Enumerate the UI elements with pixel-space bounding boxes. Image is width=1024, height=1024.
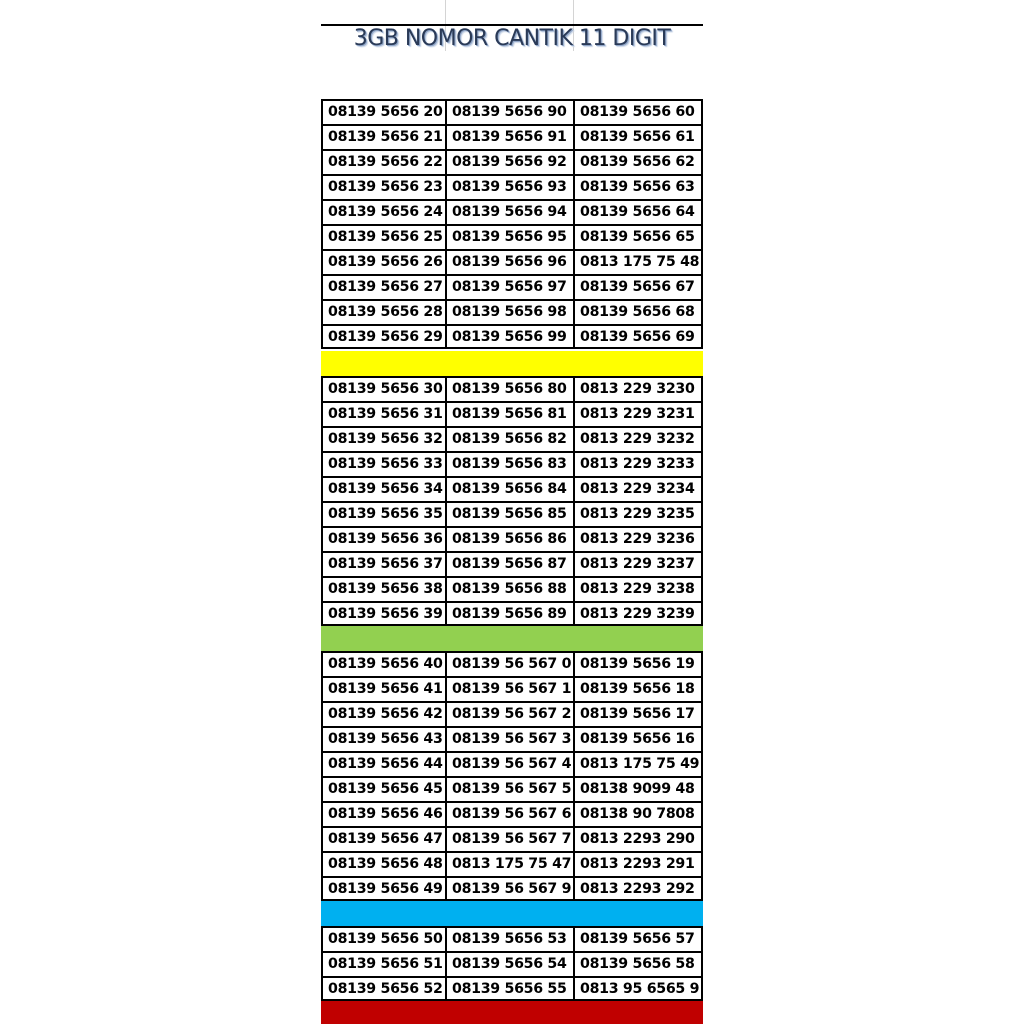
table-cell[interactable]: 08139 5656 36 — [321, 526, 445, 551]
table-cell[interactable]: 08139 5656 18 — [573, 676, 703, 701]
table-cell[interactable]: 08139 5656 28 — [321, 299, 445, 324]
table-row — [321, 826, 703, 851]
table-row — [321, 124, 703, 149]
number-block-3 — [321, 651, 703, 901]
table-cell[interactable]: 08139 5656 48 — [321, 851, 445, 876]
table-cell[interactable]: 08139 5656 34 — [321, 476, 445, 501]
table-row — [321, 324, 703, 349]
blue-separator-band — [321, 901, 703, 926]
table-cell[interactable]: 08139 5656 80 — [445, 376, 573, 401]
table-row — [321, 651, 703, 676]
table-row — [321, 501, 703, 526]
table-cell[interactable]: 08139 5656 30 — [321, 376, 445, 401]
table-cell[interactable]: 08139 5656 96 — [445, 249, 573, 274]
table-row — [321, 526, 703, 551]
table-cell[interactable]: 08139 5656 82 — [445, 426, 573, 451]
table-cell[interactable]: 08139 5656 22 — [321, 149, 445, 174]
table-cell[interactable]: 08139 5656 89 — [445, 601, 573, 626]
table-cell[interactable]: 08139 5656 95 — [445, 224, 573, 249]
table-cell[interactable]: 08139 5656 54 — [445, 951, 573, 976]
table-row — [321, 801, 703, 826]
table-cell[interactable]: 0813 229 3237 — [573, 551, 703, 576]
table-cell[interactable]: 08139 5656 55 — [445, 976, 573, 1001]
table-cell[interactable]: 0813 2293 292 — [573, 876, 703, 901]
table-cell[interactable]: 08139 5656 81 — [445, 401, 573, 426]
table-row — [321, 451, 703, 476]
number-block-2 — [321, 376, 703, 626]
table-cell[interactable]: 08139 5656 38 — [321, 576, 445, 601]
table-cell[interactable]: 0813 175 75 47 — [445, 851, 573, 876]
grid-line — [445, 0, 446, 24]
table-cell[interactable]: 08139 5656 92 — [445, 149, 573, 174]
table-row — [321, 174, 703, 199]
table-cell[interactable]: 08139 56 567 2 — [445, 701, 573, 726]
table-cell[interactable]: 08139 5656 99 — [445, 324, 573, 349]
table-cell[interactable]: 08139 5656 19 — [573, 651, 703, 676]
table-cell[interactable]: 08139 5656 91 — [445, 124, 573, 149]
table-cell[interactable]: 08139 56 567 7 — [445, 826, 573, 851]
table-cell[interactable]: 08139 5656 60 — [573, 99, 703, 124]
table-cell[interactable]: 08139 5656 62 — [573, 149, 703, 174]
table-cell[interactable]: 0813 229 3235 — [573, 501, 703, 526]
table-row — [321, 976, 703, 1001]
table-cell[interactable]: 08139 5656 16 — [573, 726, 703, 751]
table-row — [321, 99, 703, 124]
table-cell[interactable]: 0813 229 3231 — [573, 401, 703, 426]
table-cell[interactable]: 08139 5656 85 — [445, 501, 573, 526]
table-cell[interactable]: 08139 5656 61 — [573, 124, 703, 149]
table-row — [321, 676, 703, 701]
table-row — [321, 551, 703, 576]
table-cell[interactable]: 08139 5656 37 — [321, 551, 445, 576]
table-cell[interactable]: 08139 56 567 9 — [445, 876, 573, 901]
table-cell[interactable]: 08139 56 567 0 — [445, 651, 573, 676]
table-row — [321, 274, 703, 299]
table-row — [321, 401, 703, 426]
table-row — [321, 149, 703, 174]
table-cell[interactable]: 0813 175 75 48 — [573, 249, 703, 274]
table-cell[interactable]: 08139 5656 67 — [573, 274, 703, 299]
table-row — [321, 601, 703, 626]
table-row — [321, 726, 703, 751]
table-cell[interactable]: 08139 56 567 3 — [445, 726, 573, 751]
table-cell[interactable]: 08139 5656 69 — [573, 324, 703, 349]
table-cell[interactable]: 0813 229 3233 — [573, 451, 703, 476]
table-cell[interactable]: 0813 175 75 49 — [573, 751, 703, 776]
table-row — [321, 576, 703, 601]
table-cell[interactable]: 08139 5656 58 — [573, 951, 703, 976]
table-cell[interactable]: 08139 5656 53 — [445, 926, 573, 951]
table-cell[interactable]: 08139 5656 21 — [321, 124, 445, 149]
table-cell[interactable]: 08139 5656 63 — [573, 174, 703, 199]
table-cell[interactable]: 08139 5656 40 — [321, 651, 445, 676]
table-cell[interactable]: 08139 56 567 6 — [445, 801, 573, 826]
table-cell[interactable]: 08139 5656 50 — [321, 926, 445, 951]
table-cell[interactable]: 08139 5656 31 — [321, 401, 445, 426]
table-cell[interactable]: 0813 229 3230 — [573, 376, 703, 401]
table-cell[interactable]: 08139 5656 52 — [321, 976, 445, 1001]
table-cell[interactable]: 08139 5656 39 — [321, 601, 445, 626]
table-cell[interactable]: 08139 5656 83 — [445, 451, 573, 476]
table-row — [321, 751, 703, 776]
empty-grid-row — [321, 0, 703, 25]
table-cell[interactable]: 08139 5656 84 — [445, 476, 573, 501]
table-cell[interactable]: 08139 5656 94 — [445, 199, 573, 224]
table-cell[interactable]: 08139 5656 86 — [445, 526, 573, 551]
table-cell[interactable]: 08139 5656 87 — [445, 551, 573, 576]
table-cell[interactable]: 08139 56 567 4 — [445, 751, 573, 776]
table-cell[interactable]: 08139 5656 26 — [321, 249, 445, 274]
table-cell[interactable]: 08139 5656 98 — [445, 299, 573, 324]
table-cell[interactable]: 0813 229 3234 — [573, 476, 703, 501]
table-cell[interactable]: 08139 5656 51 — [321, 951, 445, 976]
table-cell[interactable]: 08139 5656 47 — [321, 826, 445, 851]
table-row — [321, 224, 703, 249]
table-cell[interactable]: 08138 90 7808 — [573, 801, 703, 826]
table-cell[interactable]: 08139 5656 93 — [445, 174, 573, 199]
table-cell[interactable]: 08139 5656 88 — [445, 576, 573, 601]
table-cell[interactable]: 08139 5656 25 — [321, 224, 445, 249]
table-row — [321, 776, 703, 801]
table-cell[interactable]: 08139 5656 45 — [321, 776, 445, 801]
table-cell[interactable]: 08139 56 567 1 — [445, 676, 573, 701]
table-cell[interactable]: 08139 5656 90 — [445, 99, 573, 124]
table-cell[interactable]: 08139 5656 64 — [573, 199, 703, 224]
table-cell[interactable]: 08138 9099 48 — [573, 776, 703, 801]
table-cell[interactable]: 0813 2293 291 — [573, 851, 703, 876]
table-row — [321, 926, 703, 951]
table-cell[interactable]: 08139 5656 57 — [573, 926, 703, 951]
table-cell[interactable]: 08139 5656 23 — [321, 174, 445, 199]
number-block-1 — [321, 99, 703, 349]
table-cell[interactable]: 0813 229 3238 — [573, 576, 703, 601]
table-cell[interactable]: 0813 229 3236 — [573, 526, 703, 551]
table-cell[interactable]: 08139 5656 17 — [573, 701, 703, 726]
table-cell[interactable]: 0813 229 3232 — [573, 426, 703, 451]
page-title: 3GB NOMOR CANTIK 11 DIGIT — [353, 26, 671, 51]
table-row — [321, 376, 703, 401]
table-cell[interactable]: 08139 5656 20 — [321, 99, 445, 124]
table-cell[interactable]: 08139 5656 27 — [321, 274, 445, 299]
table-row — [321, 876, 703, 901]
table-row — [321, 426, 703, 451]
red-separator-band — [321, 1001, 703, 1024]
table-cell[interactable]: 08139 5656 44 — [321, 751, 445, 776]
table-cell[interactable]: 08139 56 567 5 — [445, 776, 573, 801]
table-cell[interactable]: 08139 5656 97 — [445, 274, 573, 299]
table-cell[interactable]: 08139 5656 24 — [321, 199, 445, 224]
spreadsheet — [321, 0, 703, 1024]
grid-line — [573, 0, 574, 24]
table-row — [321, 701, 703, 726]
table-cell[interactable]: 08139 5656 42 — [321, 701, 445, 726]
table-row — [321, 476, 703, 501]
table-row — [321, 951, 703, 976]
table-cell[interactable]: 08139 5656 46 — [321, 801, 445, 826]
table-cell[interactable]: 0813 2293 290 — [573, 826, 703, 851]
number-block-4 — [321, 926, 703, 1001]
table-cell[interactable]: 08139 5656 49 — [321, 876, 445, 901]
table-cell[interactable]: 08139 5656 33 — [321, 451, 445, 476]
table-cell[interactable]: 0813 95 6565 9 — [573, 976, 703, 1001]
table-cell[interactable]: 08139 5656 35 — [321, 501, 445, 526]
table-cell[interactable]: 0813 229 3239 — [573, 601, 703, 626]
table-cell[interactable]: 08139 5656 29 — [321, 324, 445, 349]
green-separator-band — [321, 626, 703, 651]
table-cell[interactable]: 08139 5656 41 — [321, 676, 445, 701]
table-cell[interactable]: 08139 5656 43 — [321, 726, 445, 751]
table-cell[interactable]: 08139 5656 65 — [573, 224, 703, 249]
table-row — [321, 249, 703, 274]
table-row — [321, 851, 703, 876]
table-row — [321, 199, 703, 224]
yellow-separator-band — [321, 351, 703, 376]
table-cell[interactable]: 08139 5656 68 — [573, 299, 703, 324]
table-cell[interactable]: 08139 5656 32 — [321, 426, 445, 451]
table-row — [321, 299, 703, 324]
